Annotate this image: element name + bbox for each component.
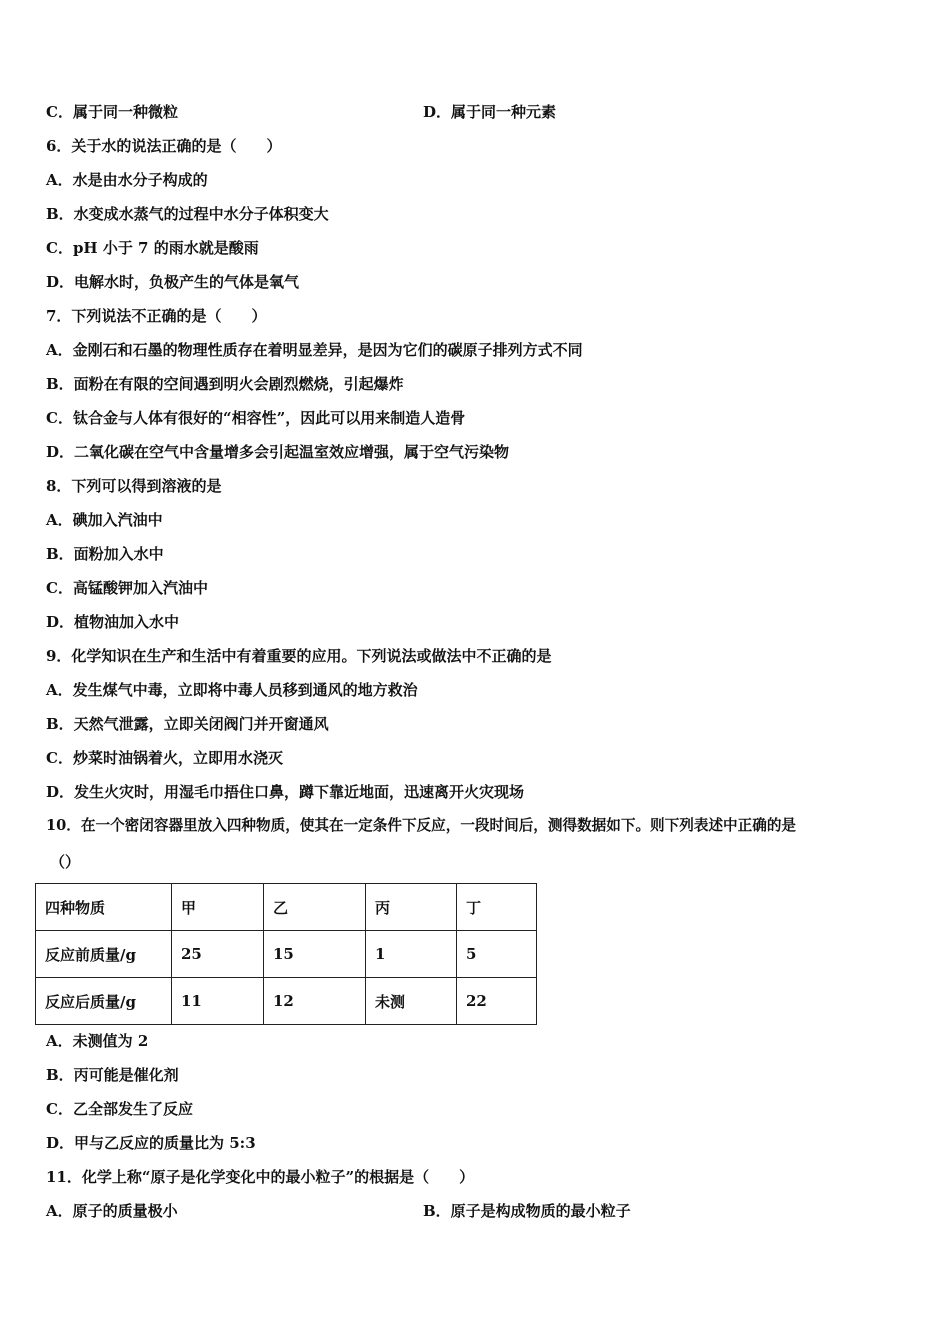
q11-stem: 11．化学上称“原子是化学变化中的最小粒子”的根据是（ ） bbox=[46, 1168, 475, 1186]
q6-option-d: D．电解水时，负极产生的气体是氧气 bbox=[46, 273, 300, 291]
q10-option-a: A．未测值为 2 bbox=[46, 1032, 149, 1050]
q5-option-c: C．属于同一种微粒 bbox=[46, 103, 178, 121]
q7-option-a: A．金刚石和石墨的物理性质存在着明显差异，是因为它们的碳原子排列方式不同 bbox=[46, 341, 583, 359]
q5-option-d: D．属于同一种元素 bbox=[423, 103, 557, 121]
q11-option-b: B．原子是构成物质的最小粒子 bbox=[423, 1202, 631, 1220]
q10-option-c: C．乙全部发生了反应 bbox=[46, 1100, 193, 1118]
q9-option-a: A．发生煤气中毒，立即将中毒人员移到通风的地方救治 bbox=[46, 681, 418, 699]
q10-option-b: B．丙可能是催化剂 bbox=[46, 1066, 179, 1084]
q8-option-d: D．植物油加入水中 bbox=[46, 613, 180, 631]
q6-option-a: A．水是由水分子构成的 bbox=[46, 171, 208, 189]
table-cell: 反应前质量/g bbox=[36, 931, 172, 978]
table-header-cell: 甲 bbox=[172, 884, 264, 931]
table-cell: 11 bbox=[172, 978, 264, 1025]
table-cell: 15 bbox=[264, 931, 366, 978]
table-header-cell: 丙 bbox=[366, 884, 457, 931]
q10-data-table bbox=[35, 883, 537, 1025]
q8-option-c: C．高锰酸钾加入汽油中 bbox=[46, 579, 208, 597]
table-row bbox=[36, 931, 537, 978]
table-header-cell: 四种物质 bbox=[36, 884, 172, 931]
table-header-cell: 乙 bbox=[264, 884, 366, 931]
q9-option-d: D．发生火灾时，用湿毛巾捂住口鼻，蹲下靠近地面，迅速离开火灾现场 bbox=[46, 783, 525, 801]
table-cell: 5 bbox=[457, 931, 537, 978]
q10-option-d: D．甲与乙反应的质量比为 5:3 bbox=[46, 1134, 256, 1152]
q10-stem: 10．在一个密闭容器里放入四种物质，使其在一定条件下反应，一段时间后，测得数据如下。则下列表述中正确的是 bbox=[46, 817, 797, 834]
table-header-row bbox=[36, 884, 537, 931]
q10-stem-continuation: （） bbox=[50, 853, 81, 871]
table-cell: 22 bbox=[457, 978, 537, 1025]
q7-option-d: D．二氧化碳在空气中含量增多会引起温室效应增强，属于空气污染物 bbox=[46, 443, 510, 461]
table-cell: 25 bbox=[172, 931, 264, 978]
q11-options-row bbox=[46, 1201, 631, 1221]
q8-stem: 8．下列可以得到溶液的是 bbox=[46, 477, 222, 495]
table-cell: 12 bbox=[264, 978, 366, 1025]
table-header-cell: 丁 bbox=[457, 884, 537, 931]
q7-option-b: B．面粉在有限的空间遇到明火会剧烈燃烧，引起爆炸 bbox=[46, 375, 404, 393]
table-cell: 1 bbox=[366, 931, 457, 978]
table-cell: 未测 bbox=[366, 978, 457, 1025]
q11-option-a: A．原子的质量极小 bbox=[46, 1202, 178, 1220]
table-row bbox=[36, 978, 537, 1025]
q7-option-c: C．钛合金与人体有很好的“相容性”，因此可以用来制造人造骨 bbox=[46, 409, 466, 427]
q9-option-c: C．炒菜时油锅着火，立即用水浇灭 bbox=[46, 749, 283, 767]
q7-stem: 7．下列说法不正确的是（ ） bbox=[46, 307, 267, 325]
q6-stem: 6．关于水的说法正确的是（ ） bbox=[46, 137, 282, 155]
table-cell: 反应后质量/g bbox=[36, 978, 172, 1025]
q6-option-b: B．水变成水蒸气的过程中水分子体积变大 bbox=[46, 205, 329, 223]
q5-options-row bbox=[46, 102, 557, 122]
q9-option-b: B．天然气泄露，立即关闭阀门并开窗通风 bbox=[46, 715, 329, 733]
q6-option-c: C．pH 小于 7 的雨水就是酸雨 bbox=[46, 239, 259, 257]
q8-option-a: A．碘加入汽油中 bbox=[46, 511, 163, 529]
q8-option-b: B．面粉加入水中 bbox=[46, 545, 164, 563]
q9-stem: 9．化学知识在生产和生活中有着重要的应用。下列说法或做法中不正确的是 bbox=[46, 647, 552, 665]
